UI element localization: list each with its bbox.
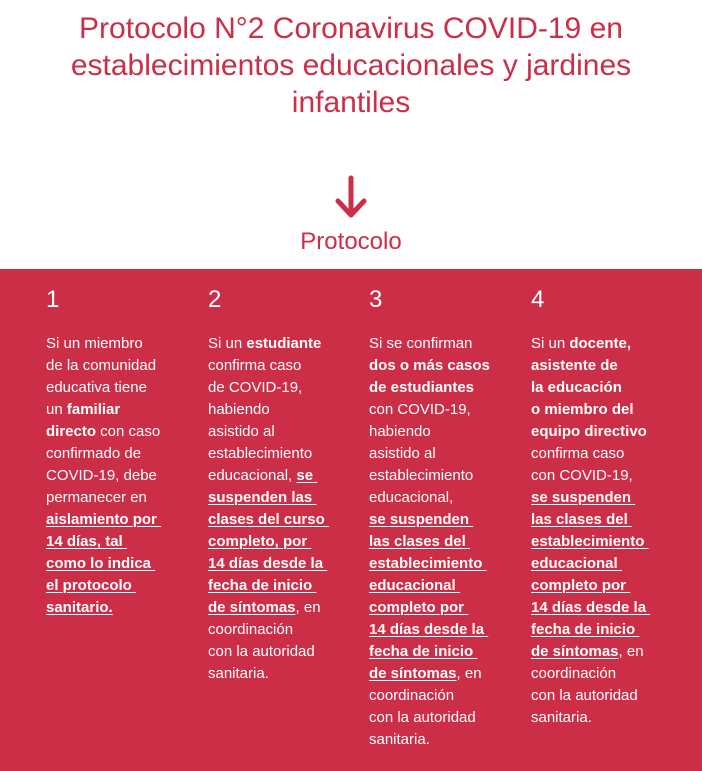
step-text-line [369,333,490,355]
step-text-line [46,553,161,575]
step-text-line [46,575,161,597]
step-text-line [46,333,161,355]
step-text-line [369,707,490,729]
step-text-line [369,487,490,509]
text-run: con COVID-19, [531,467,633,484]
step-text-line [369,729,490,751]
emphasized-text: se suspenden [369,511,474,528]
step-text-line [531,509,650,531]
emphasized-text: sanitario. [46,599,113,616]
text-run: habiendo [369,423,431,440]
step-text-line [531,465,650,487]
step-text-line [208,487,329,509]
step-text [369,333,490,751]
emphasized-text: 14 días, tal [46,533,127,550]
text-run: COVID-19, debe [46,467,157,484]
step-text-line [531,707,650,729]
text-run: con la autoridad [208,643,315,660]
step-text-line [531,487,650,509]
page-title [20,10,682,121]
emphasized-text: establecimiento [531,533,649,550]
text-run: con la autoridad [369,709,476,726]
emphasized-text: educacional [531,555,622,572]
step-text-line [531,597,650,619]
emphasized-text: de estudiantes [369,379,475,396]
text-run: un [46,401,67,418]
emphasized-text: directo [46,423,97,440]
step-text-line [46,355,161,377]
step-number: 2 [208,286,222,313]
steps-panel [0,269,702,771]
emphasized-text: completo por [369,599,469,616]
text-run: coordinación [208,621,294,638]
emphasized-text: clases del curso [208,511,329,528]
text-run: Si un miembro [46,335,143,352]
step-text-line [369,355,490,377]
emphasized-text: el protocolo [46,577,136,594]
text-run: coordinación [369,687,455,704]
step-text-line [369,531,490,553]
step-text-line [208,531,329,553]
step-text-line [208,333,329,355]
step-text-line [369,575,490,597]
emphasized-text: completo, por [208,533,312,550]
emphasized-text: establecimiento [369,555,487,572]
text-run: , en [456,665,482,682]
emphasized-text: 14 días desde la [531,599,651,616]
step-text-line [46,487,161,509]
step-text-line [369,685,490,707]
emphasized-text: aislamiento por [46,511,162,528]
step-3 [369,287,490,751]
step-text-line [208,597,329,619]
emphasized-text: la educación [531,379,622,396]
step-text-line [46,443,161,465]
emphasized-text: fecha de inicio [208,577,317,594]
step-1 [46,287,161,619]
step-number: 4 [531,286,545,313]
emphasized-text: suspenden las [208,489,317,506]
emphasized-text: de síntomas [208,599,296,616]
step-text-line [46,597,161,619]
emphasized-text: se suspenden [531,489,636,506]
step-text-line [369,377,490,399]
step-text-line [531,663,650,685]
step-text-line [208,377,329,399]
text-run: educacional, [369,489,454,506]
text-run: educacional, [208,467,297,484]
emphasized-text: de síntomas [531,643,619,660]
title-line: Protocolo N°2 Coronavirus COVID-19 en [79,12,623,45]
step-text-line [369,553,490,575]
step-text-line [208,663,329,685]
step-text-line [369,421,490,443]
step-text-line [208,443,329,465]
step-text-line [208,465,329,487]
step-text-line [46,531,161,553]
step-4 [531,287,650,729]
emphasized-text: se [296,467,318,484]
step-text-line [531,443,650,465]
text-run: confirma caso [531,445,625,462]
step-text-line [531,619,650,641]
emphasized-text: docente, [569,335,632,352]
step-text [208,333,329,685]
emphasized-text: de síntomas [369,665,457,682]
text-run: , en [618,643,644,660]
text-run: de COVID-19, [208,379,303,396]
step-text-line [46,399,161,421]
text-run: sanitaria. [208,665,269,682]
step-text [46,333,161,619]
emphasized-text: fecha de inicio [369,643,478,660]
step-text-line [46,421,161,443]
text-run: Si se confirman [369,335,473,352]
step-text-line [369,663,490,685]
text-run: habiendo [208,401,270,418]
text-run: coordinación [531,665,617,682]
text-run: Si un [531,335,570,352]
step-text-line [369,443,490,465]
arrow-down-icon [331,175,371,221]
step-number: 1 [46,286,60,313]
step-text-line [46,465,161,487]
step-text [531,333,650,729]
step-text-line [369,597,490,619]
emphasized-text: o miembro del [531,401,634,418]
text-run: sanitaria. [369,731,430,748]
step-text-line [208,553,329,575]
emphasized-text: completo por [531,577,631,594]
emphasized-text: las clases del [531,511,632,528]
text-run: con COVID-19, [369,401,471,418]
title-line: establecimientos educacionales y jardines [70,49,632,82]
text-run: asistido al [369,445,436,462]
emphasized-text: como lo indica [46,555,156,572]
section-subtitle: Protocolo [300,228,402,255]
text-run: establecimiento [369,467,474,484]
step-text-line [208,421,329,443]
step-text-line [369,641,490,663]
emphasized-text: educacional [369,577,460,594]
step-text-line [208,575,329,597]
emphasized-text: equipo directivo [531,423,647,440]
step-text-line [531,421,650,443]
text-run: de la comunidad [46,357,157,374]
text-run: Si un [208,335,247,352]
step-text-line [208,641,329,663]
emphasized-text: 14 días desde la [369,621,489,638]
step-text-line [369,399,490,421]
text-run: con la autoridad [531,687,638,704]
text-run: confirma caso [208,357,302,374]
emphasized-text: dos o más casos [369,357,490,374]
step-text-line [369,465,490,487]
step-2 [208,287,329,685]
step-number: 3 [369,286,383,313]
emphasized-text: fecha de inicio [531,621,640,638]
text-run: , en [295,599,321,616]
step-text-line [531,641,650,663]
emphasized-text: 14 días desde la [208,555,328,572]
step-text-line [46,509,161,531]
step-text-line [208,619,329,641]
step-text-line [531,399,650,421]
text-run: con caso [96,423,161,440]
step-text-line [531,377,650,399]
step-text-line [531,553,650,575]
step-text-line [531,355,650,377]
text-run: establecimiento [208,445,313,462]
emphasized-text: las clases del [369,533,470,550]
emphasized-text: estudiante [246,335,322,352]
step-text-line [46,377,161,399]
text-run: sanitaria. [531,709,592,726]
step-text-line [369,619,490,641]
text-run: educativa tiene [46,379,147,396]
title-line: infantiles [291,86,411,119]
text-run: permanecer en [46,489,147,506]
step-text-line [531,685,650,707]
step-text-line [531,333,650,355]
text-run: asistido al [208,423,275,440]
step-text-line [531,531,650,553]
step-text-line [531,575,650,597]
text-run: confirmado de [46,445,142,462]
emphasized-text: asistente de [531,357,618,374]
step-text-line [208,509,329,531]
emphasized-text: familiar [66,401,121,418]
step-text-line [208,355,329,377]
step-text-line [369,509,490,531]
step-text-line [208,399,329,421]
